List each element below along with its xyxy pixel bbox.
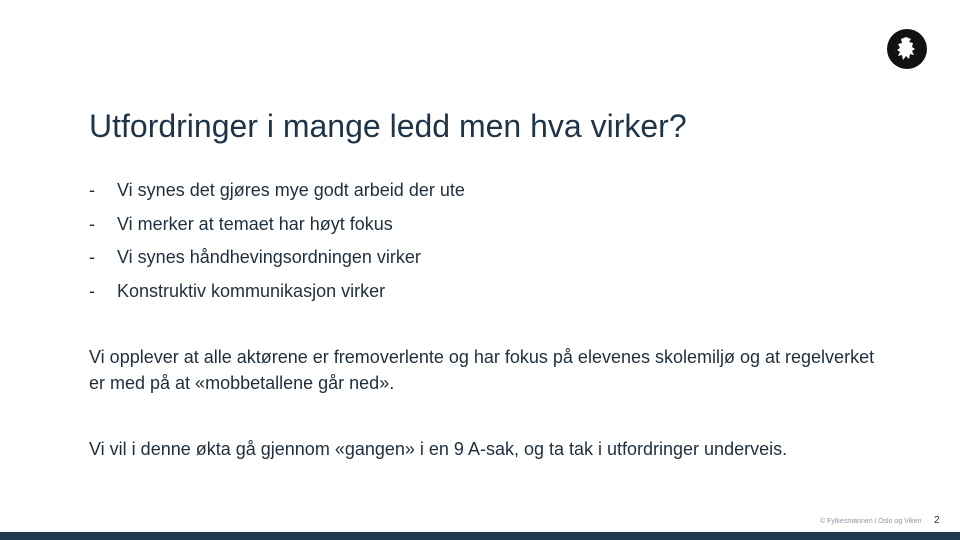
list-item: [89, 241, 465, 275]
slide-title: Utfordringer i mange ledd men hva virker?: [89, 108, 687, 144]
bullet-list: [89, 174, 465, 308]
list-item: [89, 174, 465, 208]
bullet-marker: -: [89, 281, 95, 302]
list-item: [89, 208, 465, 242]
bullet-marker: -: [89, 180, 95, 201]
paragraph-opplever: Vi opplever at alle aktørene er fremoverlente og har fokus på elevenes skolemiljø og at regelverket er med på at «mobbetallene går ned».: [89, 347, 875, 393]
bullet-text: Vi synes det gjøres mye godt arbeid der ute: [117, 180, 465, 201]
bullet-text: Konstruktiv kommunikasjon virker: [117, 281, 386, 302]
footer-copyright: © Fylkesmannen i Oslo og Viken: [820, 518, 922, 525]
bullet-text: Vi synes håndhevingsordningen virker: [117, 247, 421, 268]
list-item: [89, 275, 465, 309]
paragraph-okta: Vi vil i denne økta gå gjennom «gangen» i en 9 A-sak, og ta tak i utfordringer underveis.: [89, 439, 788, 459]
bullet-marker: -: [89, 247, 95, 268]
bullet-marker: -: [89, 213, 95, 234]
bottom-bar: [0, 532, 960, 540]
bullet-text: Vi merker at temaet har høyt fokus: [117, 213, 393, 234]
page-number: 2: [934, 515, 940, 526]
lion-crest-icon: [887, 29, 927, 69]
